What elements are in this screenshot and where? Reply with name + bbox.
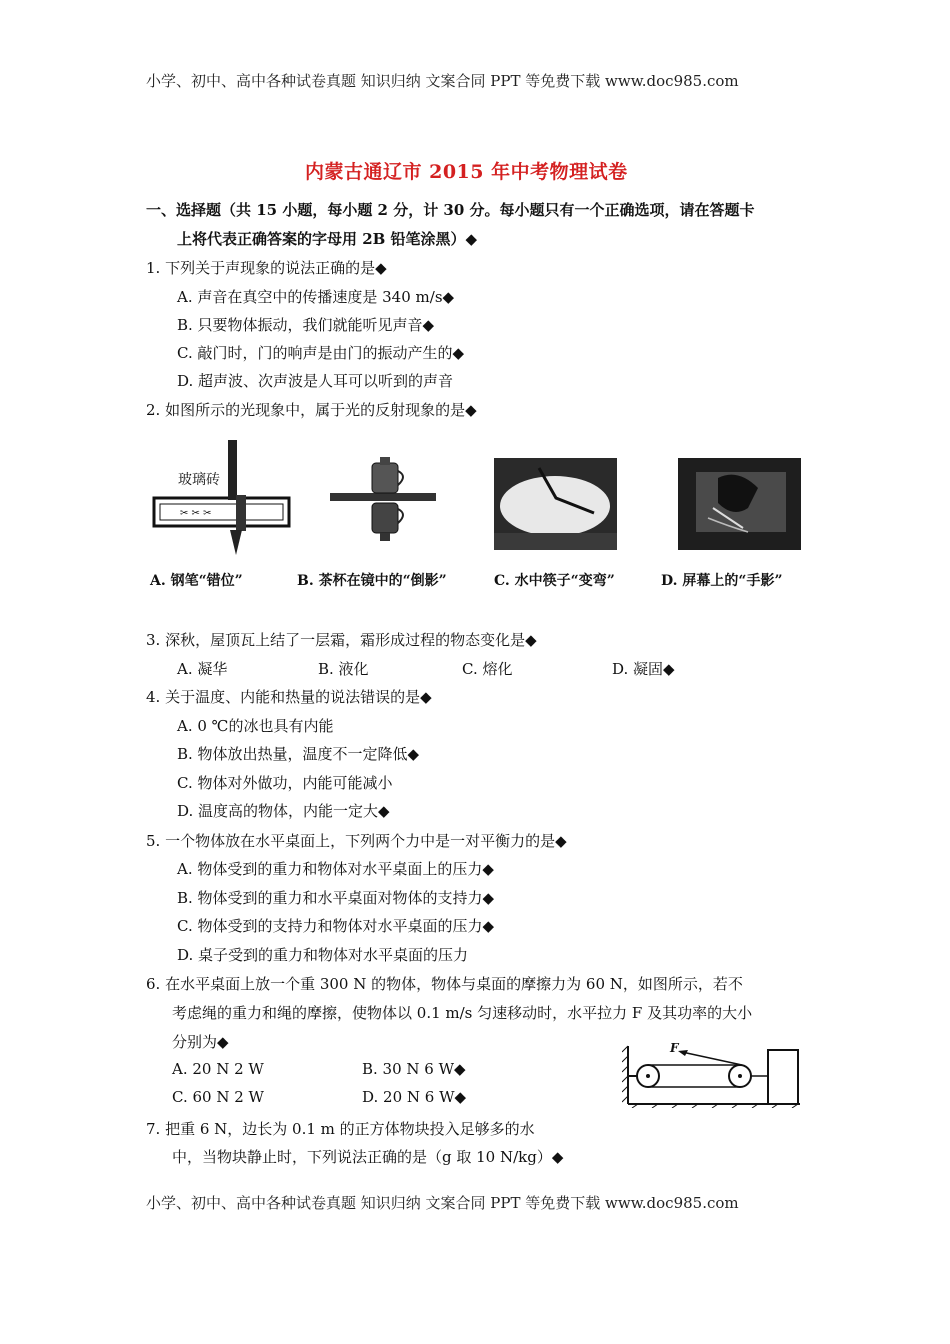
question-4-option-d: D. 温度高的物体，内能一定大◆ (177, 802, 390, 820)
section-heading-line1: 一、选择题（共 15 小题，每小题 2 分，计 30 分。每小题只有一个正确选项，请在答题卡 (146, 201, 755, 219)
exam-title: 内蒙古通辽市 2015 年中考物理试卷 (305, 161, 628, 183)
figure-caption-d: D. 屏幕上的“手影” (661, 573, 783, 589)
question-1-option-a: A. 声音在真空中的传播速度是 340 m/s◆ (177, 288, 455, 306)
figure-pulley (622, 1040, 804, 1108)
question-4-stem: 4. 关于温度、内能和热量的说法错误的是◆ (146, 688, 432, 706)
question-7-line1: 7. 把重 6 N，边长为 0.1 m 的正方体物块投入足够多的水 (146, 1120, 535, 1138)
force-label: F (670, 1041, 679, 1055)
question-1-stem: 1. 下列关于声现象的说法正确的是◆ (146, 259, 387, 277)
question-4-option-c: C. 物体对外做功，内能可能减小 (177, 774, 393, 792)
question-3-option-a: A. 凝华 (177, 660, 228, 678)
figure-hand-shadow (678, 458, 801, 550)
question-6-line3: 分别为◆ (172, 1033, 229, 1051)
figure-chopstick-water (494, 458, 617, 550)
section-heading-line2: 上将代表正确答案的字母用 2B 铅笔涂黑）◆ (177, 230, 478, 248)
question-7-line2: 中，当物块静止时，下列说法正确的是（g 取 10 N/kg）◆ (172, 1148, 564, 1166)
page-footer: 小学、初中、高中各种试卷真题 知识归纳 文案合同 PPT 等免费下载 www.doc985.com (146, 1194, 739, 1212)
question-2-stem: 2. 如图所示的光现象中，属于光的反射现象的是◆ (146, 401, 477, 419)
figure-cup-mirror (328, 455, 438, 555)
question-5-option-b: B. 物体受到的重力和水平桌面对物体的支持力◆ (177, 889, 495, 907)
question-1-option-b: B. 只要物体振动，我们就能听见声音◆ (177, 316, 435, 334)
question-3-option-c: C. 熔化 (462, 660, 513, 678)
figure-caption-c: C. 水中筷子“变弯” (494, 573, 615, 589)
glass-block-label: 玻璃砖 (178, 472, 220, 488)
question-3-stem: 3. 深秋，屋顶瓦上结了一层霜，霜形成过程的物态变化是◆ (146, 631, 537, 649)
figure-caption-b: B. 茶杯在镜中的“倒影” (297, 573, 447, 589)
question-5-stem: 5. 一个物体放在水平桌面上，下列两个力中是一对平衡力的是◆ (146, 832, 567, 850)
question-6-line1: 6. 在水平桌面上放一个重 300 N 的物体，物体与桌面的摩擦力为 60 N，如图所示，若不 (146, 975, 743, 993)
question-6-option-a: A. 20 N 2 W (172, 1060, 264, 1078)
svg-text:✂ ✂ ✂: ✂ ✂ ✂ (180, 508, 212, 519)
question-5-option-a: A. 物体受到的重力和物体对水平桌面上的压力◆ (177, 860, 494, 878)
question-5-option-c: C. 物体受到的支持力和物体对水平桌面的压力◆ (177, 917, 495, 935)
question-6-option-d: D. 20 N 6 W◆ (362, 1088, 467, 1106)
figure-pen-glass-block (150, 435, 295, 560)
question-1-option-c: C. 敲门时，门的响声是由门的振动产生的◆ (177, 344, 465, 362)
page-header: 小学、初中、高中各种试卷真题 知识归纳 文案合同 PPT 等免费下载 www.doc985.com (146, 72, 739, 90)
question-1-option-d: D. 超声波、次声波是人耳可以听到的声音 (177, 372, 454, 390)
question-6-line2: 考虑绳的重力和绳的摩擦，使物体以 0.1 m/s 匀速移动时，水平拉力 F 及其功率的大小 (172, 1004, 753, 1022)
question-6-option-c: C. 60 N 2 W (172, 1088, 264, 1106)
question-3-option-b: B. 液化 (318, 660, 369, 678)
question-3-option-d: D. 凝固◆ (612, 660, 675, 678)
figure-caption-a: A. 钢笔“错位” (150, 573, 243, 589)
question-4-option-a: A. 0 ℃的冰也具有内能 (177, 717, 334, 735)
question-6-option-b: B. 30 N 6 W◆ (362, 1060, 466, 1078)
question-5-option-d: D. 桌子受到的重力和物体对水平桌面的压力 (177, 946, 469, 964)
question-4-option-b: B. 物体放出热量，温度不一定降低◆ (177, 745, 420, 763)
